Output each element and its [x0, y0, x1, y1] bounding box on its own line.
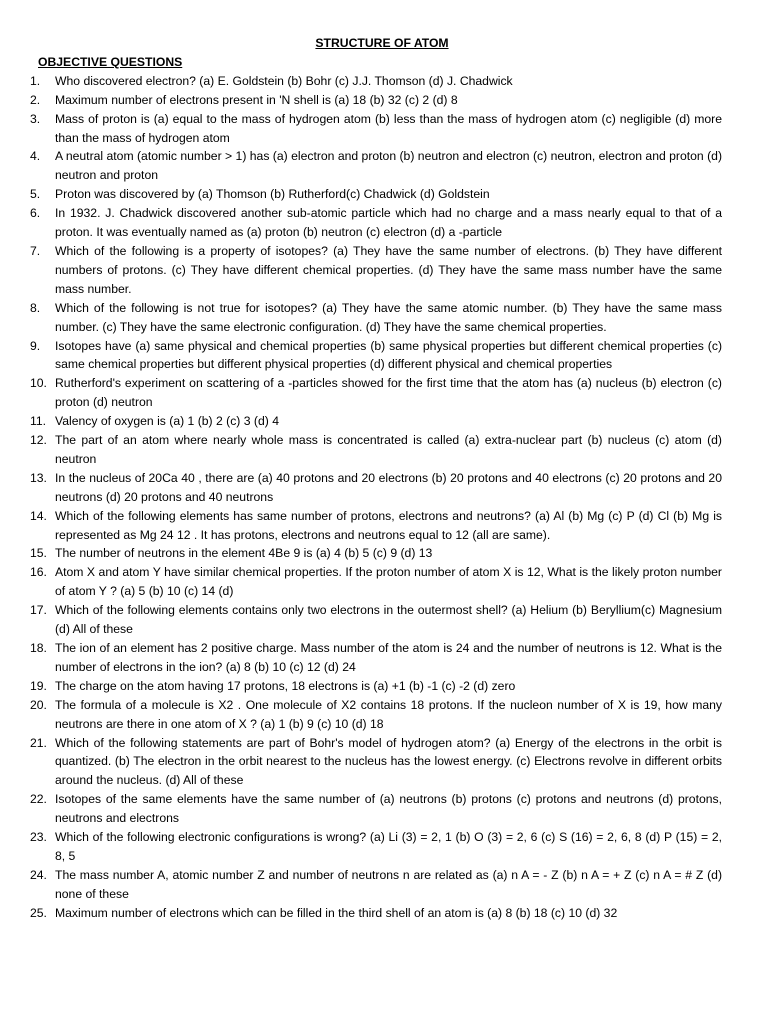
question-number: 23. [30, 830, 47, 845]
question-number: 10. [30, 376, 47, 391]
question-number: 19. [30, 678, 47, 693]
question-item [30, 790, 722, 828]
question-item [30, 431, 722, 469]
question-list [30, 72, 722, 923]
question-text: Mass of proton is (a) equal to the mass of hydrogen atom (b) less than the mass of hydrogen atom (c) negligible (d) more than the mass of hydrogen atom [55, 111, 722, 145]
question-text: The formula of a molecule is X2 . One molecule of X2 contains 18 protons. If the nucleon number of X is 19, how many neutrons are there in one atom of X ? (a) 1 (b) 9 (c) 10 (d) 18 [55, 697, 722, 731]
question-number: 12. [30, 433, 47, 448]
question-number: 17. [30, 603, 47, 618]
question-number: 18. [30, 641, 47, 655]
question-item [30, 242, 722, 299]
question-text: Which of the following is not true for isotopes? (a) They have the same atomic number. (b) They have the same mass number. (c) They have the same electronic configuration. (d) They have the same chemical properties. [55, 300, 722, 334]
question-number: 16. [30, 565, 47, 580]
question-number: 25. [30, 905, 47, 920]
question-item [30, 374, 722, 412]
question-item [30, 299, 722, 337]
section-heading: OBJECTIVE QUESTIONS [38, 54, 183, 69]
question-item [30, 696, 722, 734]
question-text: The ion of an element has 2 positive charge. Mass number of the atom is 24 and the number of neutrons is 12. What is the number of electrons in the ion? (a) 8 (b) 10 (c) 12 (d) 24 [55, 641, 722, 674]
question-number: 7. [30, 243, 41, 258]
document-title: STRUCTURE OF ATOM [315, 36, 449, 50]
question-item [30, 866, 722, 904]
question-item [30, 469, 722, 507]
question-item [30, 204, 722, 242]
question-item [30, 91, 722, 110]
question-item [30, 601, 722, 639]
question-number: 4. [30, 149, 41, 164]
question-item [30, 734, 722, 791]
question-text: Maximum number of electrons present in 'N shell is (a) 18 (b) 32 (c) 2 (d) 8 [55, 92, 458, 107]
question-text: Which of the following elements contains only two electrons in the outermost shell? (a) Helium (b) Beryllium(c) Magnesium (d) All of these [55, 603, 722, 637]
question-item [30, 904, 722, 923]
question-number: 1. [30, 73, 41, 88]
question-text: The mass number A, atomic number Z and number of neutrons n are related as (a) n A = - Z (b) n A = + Z (c) n A = # Z (d) none of these [55, 867, 722, 901]
question-text: Which of the following elements has same number of protons, electrons and neutrons? (a) Al (b) Mg (c) P (d) Cl (b) Mg is represented as Mg 24 12 . It has protons, electrons and neutrons equal to 12 (all are same). [55, 508, 722, 542]
question-text: Which of the following statements are part of Bohr's model of hydrogen atom? (a) Energy of the electrons in the orbit is quantized. (b) The electron in the orbit nearest to the nucleus has the lowest energy. (c) Electrons revolve in different orbits around the nucleus. (d) All of these [55, 735, 722, 788]
question-text: Valency of oxygen is (a) 1 (b) 2 (c) 3 (d) 4 [55, 414, 279, 429]
question-item [30, 677, 722, 696]
question-item [30, 563, 722, 601]
question-text: The number of neutrons in the element 4Be 9 is (a) 4 (b) 5 (c) 9 (d) 13 [55, 546, 433, 561]
question-item [30, 639, 722, 677]
question-text: Isotopes have (a) same physical and chemical properties (b) same physical properties but different chemical properties (c) same chemical properties but different physical properties (d) different physical and chemical properties [55, 338, 722, 372]
question-text: Atom X and atom Y have similar chemical properties. If the proton number of atom X is 12, What is the likely proton number of atom Y ? (a) 5 (b) 10 (c) 14 (d) [55, 565, 722, 599]
question-text: In 1932. J. Chadwick discovered another sub-atomic particle which had no charge and a mass nearly equal to that of a proton. It was eventually named as (a) proton (b) neutron (c) electron (d) a -particle [55, 206, 722, 240]
question-number: 22. [30, 792, 47, 807]
question-number: 21. [30, 735, 47, 750]
question-number: 20. [30, 697, 47, 712]
question-text: In the nucleus of 20Ca 40 , there are (a) 40 protons and 20 electrons (b) 20 protons and 40 electrons (c) 20 protons and 20 neutrons (d) 20 protons and 40 neutrons [55, 470, 722, 504]
question-text: Which of the following is a property of isotopes? (a) They have the same number of electrons. (b) They have different numbers of protons. (c) They have different chemical properties. (d) They have the same mass number have the same mass number. [55, 243, 722, 296]
question-number: 15. [30, 546, 47, 561]
question-item [30, 185, 722, 204]
question-text: A neutral atom (atomic number > 1) has (a) electron and proton (b) neutron and electron (c) neutron, electron and proton (d) neutron and proton [55, 149, 722, 183]
question-item [30, 72, 722, 91]
question-number: 5. [30, 187, 41, 202]
question-item [30, 412, 722, 431]
question-item [30, 544, 722, 563]
question-item [30, 507, 722, 545]
question-text: Who discovered electron? (a) E. Goldstein (b) Bohr (c) J.J. Thomson (d) J. Chadwick [55, 73, 513, 88]
question-number: 13. [30, 470, 47, 485]
question-text: Isotopes of the same elements have the same number of (a) neutrons (b) protons (c) protons and neutrons (d) protons, neutrons and electrons [55, 792, 722, 826]
question-text: The part of an atom where nearly whole mass is concentrated is called (a) extra-nuclear part (b) nucleus (c) atom (d) neutron [55, 433, 722, 466]
question-number: 11. [30, 414, 47, 429]
question-number: 3. [30, 111, 41, 126]
question-number: 8. [30, 300, 41, 315]
question-text: Proton was discovered by (a) Thomson (b) Rutherford(c) Chadwick (d) Goldstein [55, 187, 490, 202]
question-item [30, 110, 722, 148]
question-number: 14. [30, 508, 47, 523]
question-item [30, 828, 722, 866]
question-item [30, 147, 722, 185]
question-text: Maximum number of electrons which can be filled in the third shell of an atom is (a) 8 (b) 18 (c) 10 (d) 32 [55, 905, 618, 920]
question-text: Rutherford's experiment on scattering of a -particles showed for the first time that the atom has (a) nucleus (b) electron (c) proton (d) neutron [55, 376, 722, 410]
question-number: 2. [30, 92, 41, 107]
question-text: The charge on the atom having 17 protons, 18 electrons is (a) +1 (b) -1 (c) -2 (d) zero [55, 678, 516, 693]
question-text: Which of the following electronic configurations is wrong? (a) Li (3) = 2, 1 (b) O (3) = 2, 6 (c) S (16) = 2, 6, 8 (d) P (15) = 2, 8, 5 [55, 830, 722, 863]
question-item [30, 337, 722, 375]
question-number: 24. [30, 867, 47, 882]
question-number: 6. [30, 206, 41, 221]
question-number: 9. [30, 338, 41, 353]
